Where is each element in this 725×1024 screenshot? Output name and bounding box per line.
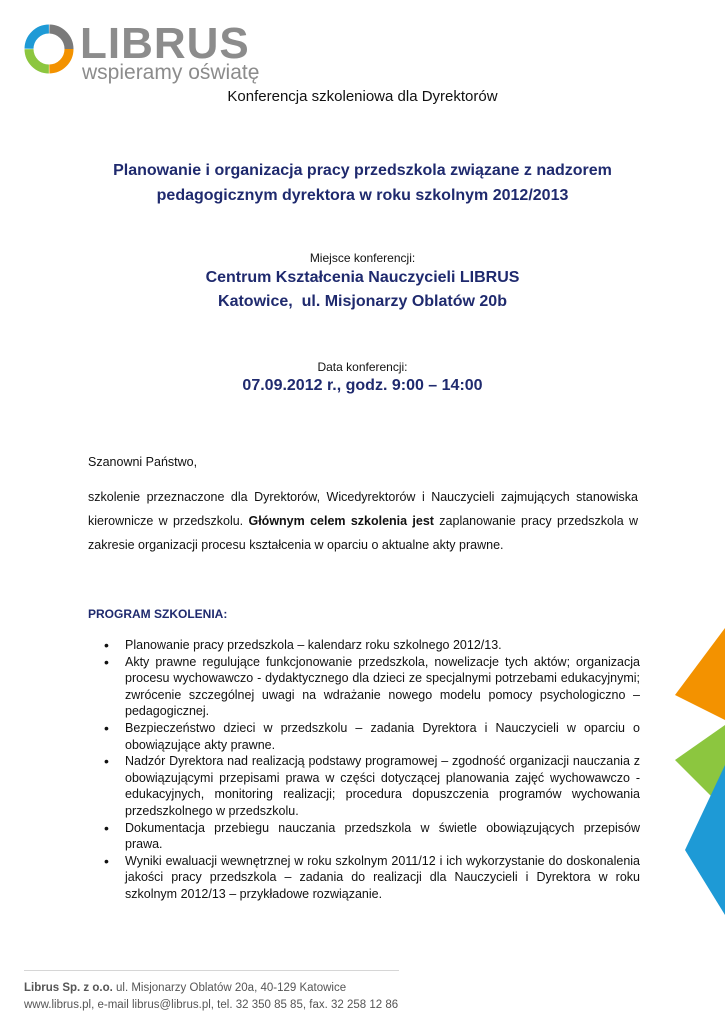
date-value: 07.09.2012 r., godz. 9:00 – 14:00 [242, 377, 483, 394]
librus-logo [24, 18, 264, 88]
document-title [0, 158, 725, 208]
intro-bold: Głównym celem szkolenia jest [248, 514, 434, 528]
title-line-2: pedagogicznym dyrektora w roku szkolnym 2012/2013 [156, 187, 569, 204]
place-label: Miejsce konferencji: [309, 251, 416, 265]
decorative-triangles [675, 620, 725, 920]
list-item: • Wyniki ewaluacji wewnętrznej w roku szkolnym 2011/12 i ich wykorzystanie do doskonalenia jakości pracy przedszkola – zadania do realizacji dla Nauczycieli i Dyrektora w roku szkolnym 2012/13 – przykładowe rozwiązanie. [88, 853, 640, 903]
list-item: • Nadzór Dyrektora nad realizacją podstawy programowej – zgodność organizacji nauczania z obowiązującymi przepisami prawa w części dotyczącej planowania zajęć wychowawczo - edukacyjnych, monitoring realizacji; procedura dopuszczenia programów wychowania przedszkolnego w przedszkolu. [88, 753, 640, 819]
intro-paragraph [88, 485, 638, 557]
list-item: • Bezpieczeństwo dzieci w przedszkolu – zadania Dyrektora i Nauczycieli w oparciu o obowiązujące akty prawne. [88, 720, 640, 753]
program-heading: PROGRAM SZKOLENIA: [88, 607, 228, 621]
place-line-2: Katowice, ul. Misjonarzy Oblatów 20b [218, 293, 507, 310]
place-line-1: Centrum Kształcenia Nauczycieli LIBRUS [205, 269, 520, 286]
footer-street: ul. Misjonarzy Oblatów 20a, 40-129 Katowice [112, 982, 347, 994]
date-label: Data konferencji: [317, 360, 408, 374]
footer-company: Librus Sp. z o.o. [24, 982, 113, 994]
logo-tagline: wspieramy oświatę [82, 61, 260, 84]
place-value [0, 266, 725, 314]
librus-ring-icon [24, 24, 74, 74]
conference-heading: Konferencja szkoleniowa dla Dyrektorów [227, 88, 498, 105]
list-item: • Planowanie pracy przedszkola – kalendarz roku szkolnego 2012/13. [88, 637, 640, 654]
intro-end: zaplanowanie pracy przedszkola w zakresie organizacji procesu kształcenia w oparciu o aktualne akty prawne. [88, 514, 638, 552]
program-list [88, 637, 640, 903]
footer-address [24, 982, 346, 994]
title-line-1: Planowanie i organizacja pracy przedszkola związane z nadzorem [113, 162, 612, 179]
footer-divider [24, 970, 399, 971]
intro-start: szkolenie przeznaczone dla Dyrektorów, Wicedyrektorów i Nauczycieli zajmujących stanowiska kierownicze w przedszkolu. [88, 490, 638, 528]
footer-contact: www.librus.pl, e-mail librus@librus.pl, tel. 32 350 85 85, fax. 32 258 12 86 [24, 999, 399, 1011]
logo-name: LIBRUS [80, 19, 250, 68]
orange-triangle [675, 628, 725, 720]
greeting: Szanowni Państwo, [88, 455, 198, 469]
list-item: • Dokumentacja przebiegu nauczania przedszkola w świetle obowiązujących przepisów prawa. [88, 820, 640, 853]
list-item: • Akty prawne regulujące funkcjonowanie przedszkola, nowelizacje tych aktów; organizacja procesu wychowawczo - dydaktycznego dla dzieci ze specjalnymi potrzebami edukacyjnymi; zwrócenie szczególnej uwagi na wdrażanie nowego modelu pomocy psychologiczno – pedagogicznej. [88, 654, 640, 720]
